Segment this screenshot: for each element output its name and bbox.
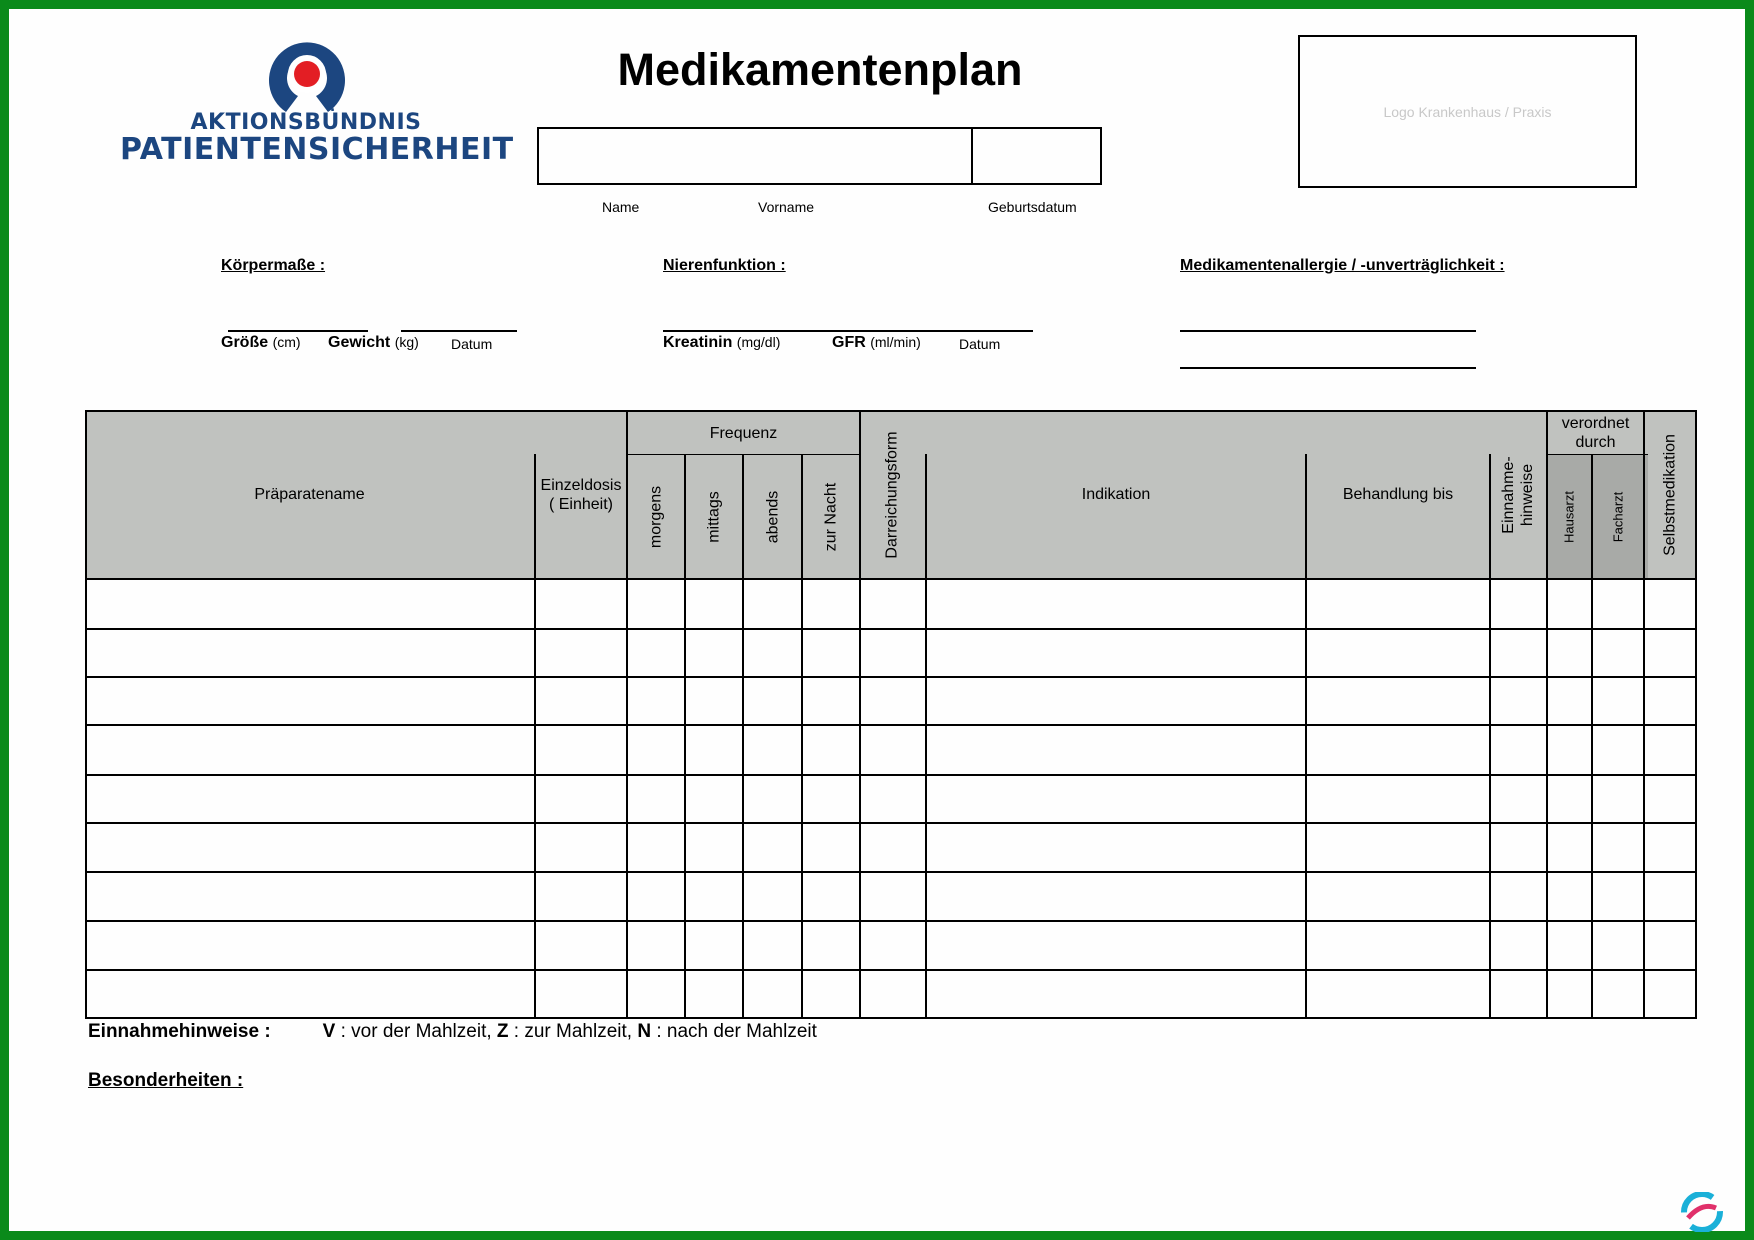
einnahmehinweise-legend: Einnahmehinweise : V : vor der Mahlzeit, Z : zur Mahlzeit, N : nach der Mahlzeit <box>88 1021 817 1042</box>
logo-text-line2: PATIENTENSICHERHEIT <box>120 132 514 167</box>
header-morgens: morgens <box>647 485 665 549</box>
name-label: Name <box>602 199 640 215</box>
header-einnahmehinweise: Einnahme- hinweise <box>1500 456 1536 534</box>
medication-table <box>85 410 1697 1019</box>
geburtsdatum-label: Geburtsdatum <box>988 199 1077 215</box>
gfr-label: GFR (ml/min) <box>832 334 921 351</box>
nierenfunktion-line[interactable] <box>663 330 1033 332</box>
besonderheiten-label: Besonderheiten : <box>88 1070 244 1091</box>
allergie-line-2[interactable] <box>1180 367 1476 369</box>
groesse-label: Größe (cm) <box>221 334 301 351</box>
logo-placeholder-box <box>1298 35 1637 188</box>
header-abends: abends <box>764 490 782 544</box>
header-einzeldosis: Einzeldosis ( Einheit) <box>540 477 622 513</box>
header-frequenz: Frequenz <box>709 425 778 442</box>
gewicht-label: Gewicht (kg) <box>328 334 419 351</box>
header-mittags: mittags <box>705 491 723 543</box>
patient-name-box[interactable] <box>537 127 1102 185</box>
header-facharzt: Facharzt <box>1610 491 1626 543</box>
header-hausarzt: Hausarzt <box>1561 490 1577 544</box>
aktionsbuendnis-logo-icon <box>266 34 348 116</box>
header-selbstmedikation: Selbstmedikation <box>1661 434 1679 556</box>
gewicht-line[interactable] <box>401 330 517 332</box>
nierenfunktion-datum-label: Datum <box>959 336 1001 352</box>
header-indikation: Indikation <box>1081 486 1151 503</box>
logo-text-line1: AKTIONSBÜNDNIS <box>190 110 422 135</box>
vorname-label: Vorname <box>758 199 815 215</box>
koerpermasse-heading: Körpermaße : <box>221 257 326 274</box>
kreatinin-label: Kreatinin (mg/dl) <box>663 334 781 351</box>
header-praeparatename: Präparatename <box>254 486 365 503</box>
nierenfunktion-heading: Nierenfunktion : <box>663 257 786 274</box>
allergie-heading: Medikamentenallergie / -unverträglichkeit : <box>1180 257 1505 274</box>
allergie-line-1[interactable] <box>1180 330 1476 332</box>
koerpermasse-datum-label: Datum <box>451 336 493 352</box>
logo-placeholder-text: Logo Krankenhaus / Praxis <box>1383 103 1552 120</box>
header-darreichungsform: Darreichungsform <box>883 431 901 559</box>
header-behandlung-bis: Behandlung bis <box>1342 486 1454 503</box>
watermark-logo-icon <box>1680 1192 1724 1232</box>
page-title: Medikamentenplan <box>617 44 1023 95</box>
groesse-line[interactable] <box>228 330 368 332</box>
header-zur-nacht: zur Nacht <box>822 482 840 552</box>
header-verordnet-durch: verordnet durch <box>1561 415 1630 451</box>
